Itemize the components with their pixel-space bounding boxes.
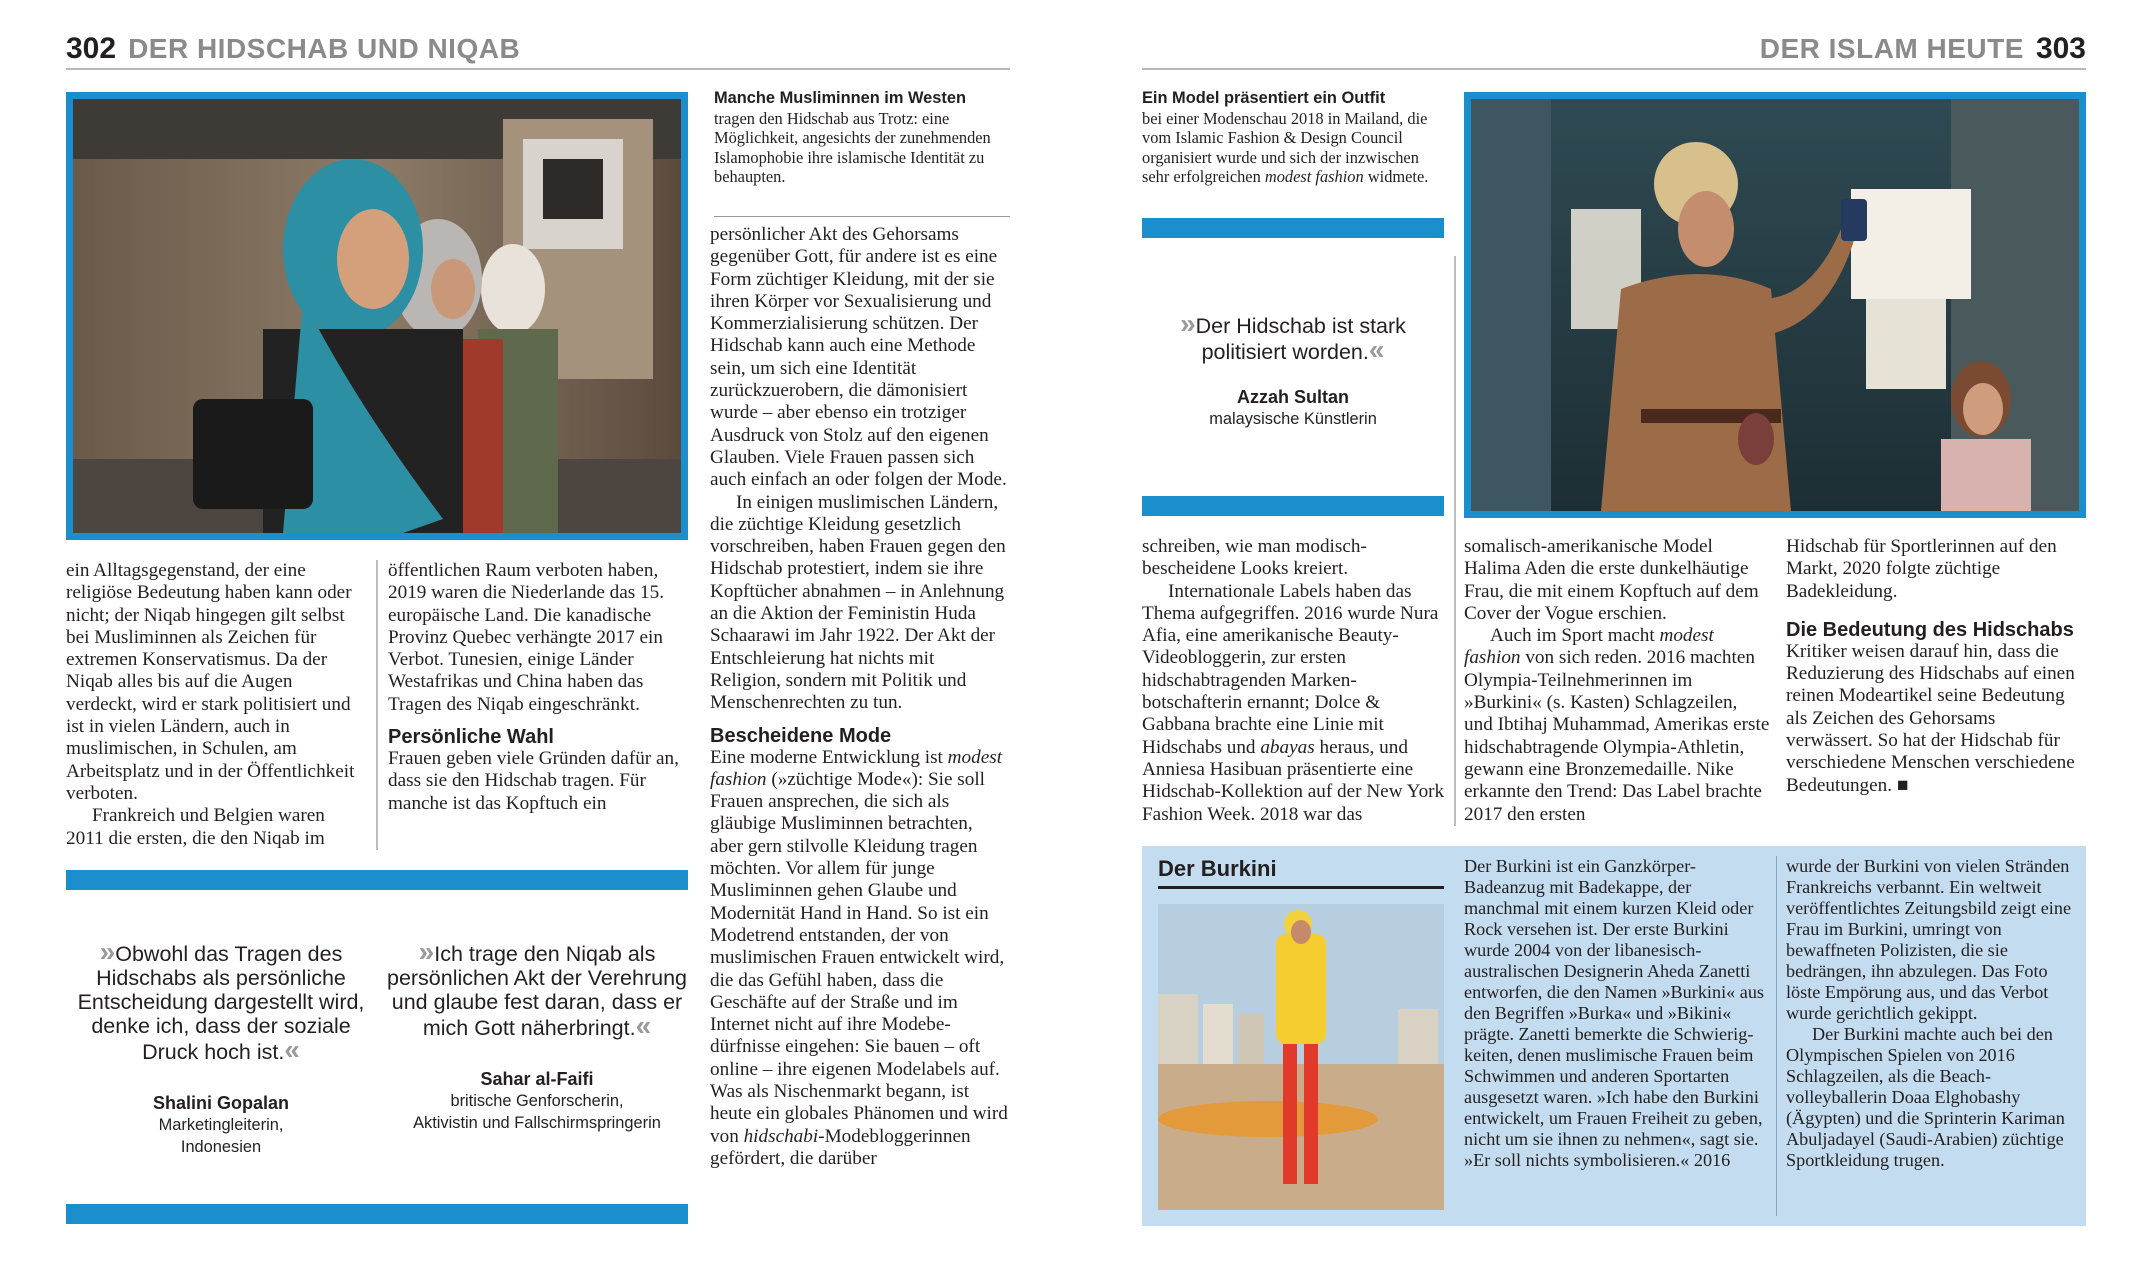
quote-shalini-role2: Indonesien [180,1138,262,1156]
page-title-left: DER HIDSCHAB UND NIQAB [128,33,521,64]
end-mark: ■ [1896,774,1909,796]
caption-right-text: bei einer Modenschau 2018 in Mailand, die vom Islamic Fashion & Design Council organisiert wurde und sich der inzwischen sehr erfolgreichen [1142,108,1428,187]
heading-bedeutung: Die Bedeutung des Hidschabs [1786,618,2074,641]
modest-em1: modest fashion [710,746,1003,790]
header-rule-left [66,68,1010,70]
right-col1-p2b: heraus, und Anniesa Hasibuan präsentierte eine Hidschab-Kollektion auf der New York Fashion Week. 2018 war das [1142,736,1445,825]
beach-scene-illustration [1158,904,1444,1210]
left-column-3 [710,224,1010,1170]
quote-sahar [386,936,688,1134]
left-column-1 [66,560,366,850]
street-scene-illustration [73,99,681,533]
burkini-column-1: Der Burkini ist ein Ganzkörper-Badeanzug mit Badekappe, der manchmal mit einem kurzen Kleid oder Rock versehen ist. Der erste Burkini wurde 2004 von der libanesisch-australischen Designerin Aheda Zanetti entworfen, die den Namen »Burkini« aus den Begriffen »Burka« und »Bikini« prägte. Zanetti bemerkte die Schwierigkeiten, denen muslimische Frauen beim Schwimmen und anderen Sportarten ausgesetzt waren. »Ich habe den Burkini entwickelt, um Frauen Freiheit zu geben, nicht um sie ihnen zu nehmen«, sagt sie. »Er soll nichts symbolisieren.« 2016 [1464,856,1765,1170]
right-col2-p2em: modest fashion [1464,625,1714,669]
photo-caption-right [1142,88,1442,187]
right-column-3 [1786,536,2086,797]
right-col2-para1: somalisch-amerikanische Model Halima Aden die erste dunkelhäutige Frau, die mit einem Kopftuch auf dem Cover der Vogue erschien. [1464,536,1759,624]
right-col1-para1: schreiben, wie man modisch-bescheidene Looks kreiert. [1142,536,1367,580]
photo-women-hijab [66,92,688,540]
right-column-divider [1454,256,1456,826]
modest-post: -Modebloggerinnen gefördert, die darüber [710,1125,971,1169]
right-column-1 [1142,536,1446,826]
modest-pre: Eine moderne Entwicklung ist [710,746,943,768]
heading-bescheidene-mode: Bescheidene Mode [710,724,892,747]
right-col2-para2 [1464,625,1770,826]
column-divider [376,560,378,850]
caption-right-bold: Ein Model präsentiert ein Outfit [1142,89,1386,107]
burkini-column-2 [1786,856,2076,1171]
caption-right-end: widmete. [1367,167,1429,187]
modest-em2: hidschabi [743,1125,819,1147]
quote-sahar-role2: Aktivistin und Fallschirmspringerin [413,1114,661,1132]
quote-azzah-name: Azzah Sultan [1236,387,1349,407]
left-page-header [66,32,520,66]
burkini-col2-para1: wurde der Burkini von vielen Stränden Frankreichs verbannt. Ein weltweit veröffentlichtes Zeitungsbild zeigt eine Frau im Burkini, umringt von bewaffneten Polizisten, die sie bedrängen, ihn abzulegen. Das Foto löste Empörung aus, und das Verbot wurde gerichtlich gekippt. [1786,856,2072,1023]
left-col3-para1: persönlicher Akt des Gehorsams gegenüber Gott, für andere ist es eine Form züchtiger Kleidung, mit der sie ihren Körper vor Sexualisierung und Kommerzialisierung schützen. Der Hidschab kann auch eine Methode sein, um sich eine Identität zurückzuerobern, die dämonisiert wurde – aber ebenso ein trotziger Ausdruck von Stolz auf den eigenen Glauben. Viele Frauen passen sich auch einfach an oder folgen der Mode. [710,224,1007,491]
right-col1-p2em: abayas [1260,736,1315,758]
left-col1-para2: Frankreich und Belgien waren 2011 die ersten, die den Niqab im [66,805,325,849]
photo-caption-left [714,88,1010,187]
quote-sahar-text: »Ich trage den Niqab als persönlichen Akt der Verehrung und glaube fest daran, dass er mich Gott näherbringt.« [386,936,687,1041]
left-col3-para3 [710,747,1010,1171]
right-col3-para2 [1786,641,2086,797]
right-col2-p2b: von sich reden. 2016 machten Olympia-Teilnehmerinnen im »Burkini« (s. Kasten) Schlagzeilen, und Ibtihaj Muhammad, Amerikas erste hidschabtragende Olympia-Athletin, gewann eine Bronzemedaille. Nike erkannte den Trend: Das Label brachte 2017 den ersten [1464,647,1770,825]
quote-sahar-body: Ich trage den Niqab als persönlichen Akt der Verehrung und glaube fest daran, dass er mich Gott näherbringt. [386,942,687,1040]
quote-shalini-role1: Marketingleiterin, [158,1116,284,1134]
quote-azzah [1142,308,1444,430]
page-title-right: DER ISLAM HEUTE [1759,33,2024,64]
quote-bar-top [66,870,688,890]
quote-azzah-body: Der Hidschab ist stark politisiert worden. [1195,314,1406,364]
left-col3-para2: In einigen muslimischen Ländern, die züchtige Kleidung gesetzlich vorschreiben, haben Frauen gegen den Hidschab protestiert, indem sie ihre Kopftücher abnahmen – in Anlehnung an die Aktion der Feministin Huda Schaarawi im Jahr 1922. Der Akt der Entschleierung hat nichts mit Religion, sondern mit Politik und Menschenrechten zu tun. [710,491,1006,714]
right-col3-para1: Hidschab für Sportlerinnen auf den Markt, 2020 folgte züchtige Badekleidung. [1786,536,2057,602]
caption-right-em: modest fashion [1264,167,1364,187]
caption-rule-left [714,216,1010,217]
page-number-left: 302 [66,32,117,65]
heading-persoenliche-wahl: Persönliche Wahl [388,726,554,749]
modest-mid: (»züchtige Mode«): Sie soll Frauen ansprechen, die sich als gläubige Musliminnen betrachten, aber gern stilvolle Kleidung tragen möchten. Vor allem für junge Musliminnen gehen Glaube und Modernität Hand in Hand. So ist ein Modetrend entstanden, der von muslimischen Frauen entwickelt wird, die das Gefühl haben, dass die Geschäfte auf der Straße und im Internet nicht auf ihre Modebedürfnisse eingehen: Sie bauen – oft online – ihre eigenen Modelabels auf. Was als Nischenmarkt begann, ist heute ein globales Phänomen und wird von [710,768,1008,1147]
left-column-2 [388,560,688,815]
right-col3-p2: Kritiker weisen darauf hin, dass die Reduzierung des Hidschabs auf einen reinen Modeartikel seine Bedeutung als Zeichen des Gehorsams verwässert. So hat der Hidschab für verschiedene Menschen verschiedene Bedeutungen. [1786,640,2075,796]
quote-shalini-body: Obwohl das Tragen des Hidschabs als persönliche Entscheidung dargestellt wird, denke ich, dass der soziale Druck hoch ist. [77,942,365,1064]
azzah-bar-top [1142,218,1444,238]
left-col2-para1: öffentlichen Raum verboten haben, 2019 waren die Niederlande das 15. europäische Land. Die kanadische Provinz Quebec verhängte 2017 ein Verbot. Tunesien, einige Länder Westafrikas und China haben das Tragen des Niqab eingeschränkt. [388,560,664,715]
burkini-divider [1776,856,1777,1216]
quote-shalini-text: »Obwohl das Tragen des Hidschabs als persönliche Entscheidung dargestellt wird, denke ich, dass der soziale Druck hoch ist.« [77,936,365,1065]
fashion-show-illustration [1471,99,2079,511]
burkini-photo [1158,904,1444,1210]
right-page-header [1760,32,2086,66]
caption-left-bold: Manche Musliminnen im Westen [714,89,966,107]
left-col1-para1: ein Alltagsgegenstand, der eine religiöse Bedeutung haben kann oder nicht; der Niqab hingegen gilt selbst bei Musliminnen als Zeichen für extremen Konservatismus. Da der Niqab alles bis auf die Augen verdeckt, wird er stark politisiert und ist in vielen Ländern, auch in muslimischen, in Schulen, am Arbeitsplatz und in der Öffentlichkeit verboten. [66,560,355,804]
quote-bar-bottom [66,1204,688,1224]
right-col1-para2 [1142,581,1446,826]
header-rule-right [1142,68,2086,70]
quote-sahar-name: Sahar al-Faifi [480,1069,594,1089]
burkini-title-rule [1158,886,1444,889]
right-col2-p2a: Auch im Sport macht [1490,625,1655,647]
azzah-bar-bottom [1142,496,1444,516]
photo-model-selfie [1464,92,2086,518]
left-col2-para2: Frauen geben viele Gründen dafür an, dass sie den Hidschab tragen. Für manche ist das Kopftuch ein [388,748,679,814]
quote-sahar-role1: britische Genforscherin, [450,1092,624,1110]
right-col1-p2a: Internationale Labels haben das Thema aufgegriffen. 2016 wurde Nura Afia, eine amerikanische Beauty-Videobloggerin, zur ersten hidschabtragenden Markenbotschafterin ernannt; Dolce & Gabbana brachte eine Linie mit Hidschabs und [1142,580,1439,758]
page-number-right: 303 [2035,32,2086,65]
quote-azzah-role: malaysische Künstlerin [1209,410,1377,428]
burkini-box [1142,846,2086,1226]
quote-shalini-name: Shalini Gopalan [152,1093,290,1113]
caption-left-text: tragen den Hidschab aus Trotz: eine Möglichkeit, angesichts der zunehmenden Islamophobie ihre islamische Identität zu behaupten. [714,108,991,187]
quote-azzah-text: »Der Hidschab ist stark politisiert worden.« [1180,308,1406,365]
right-column-2 [1464,536,1770,826]
burkini-col2-para2: Der Burkini machte auch bei den Olympischen Spielen von 2016 Schlagzeilen, als die Beachvolleyballerin Doaa Elghobashy (Ägypten) und die Sprinterin Kariman Abuljadayel (Saudi-Arabien) züchtige Sportkleidung trugen. [1786,1024,2065,1170]
quote-shalini [66,936,376,1158]
burkini-title: Der Burkini [1158,856,1277,881]
